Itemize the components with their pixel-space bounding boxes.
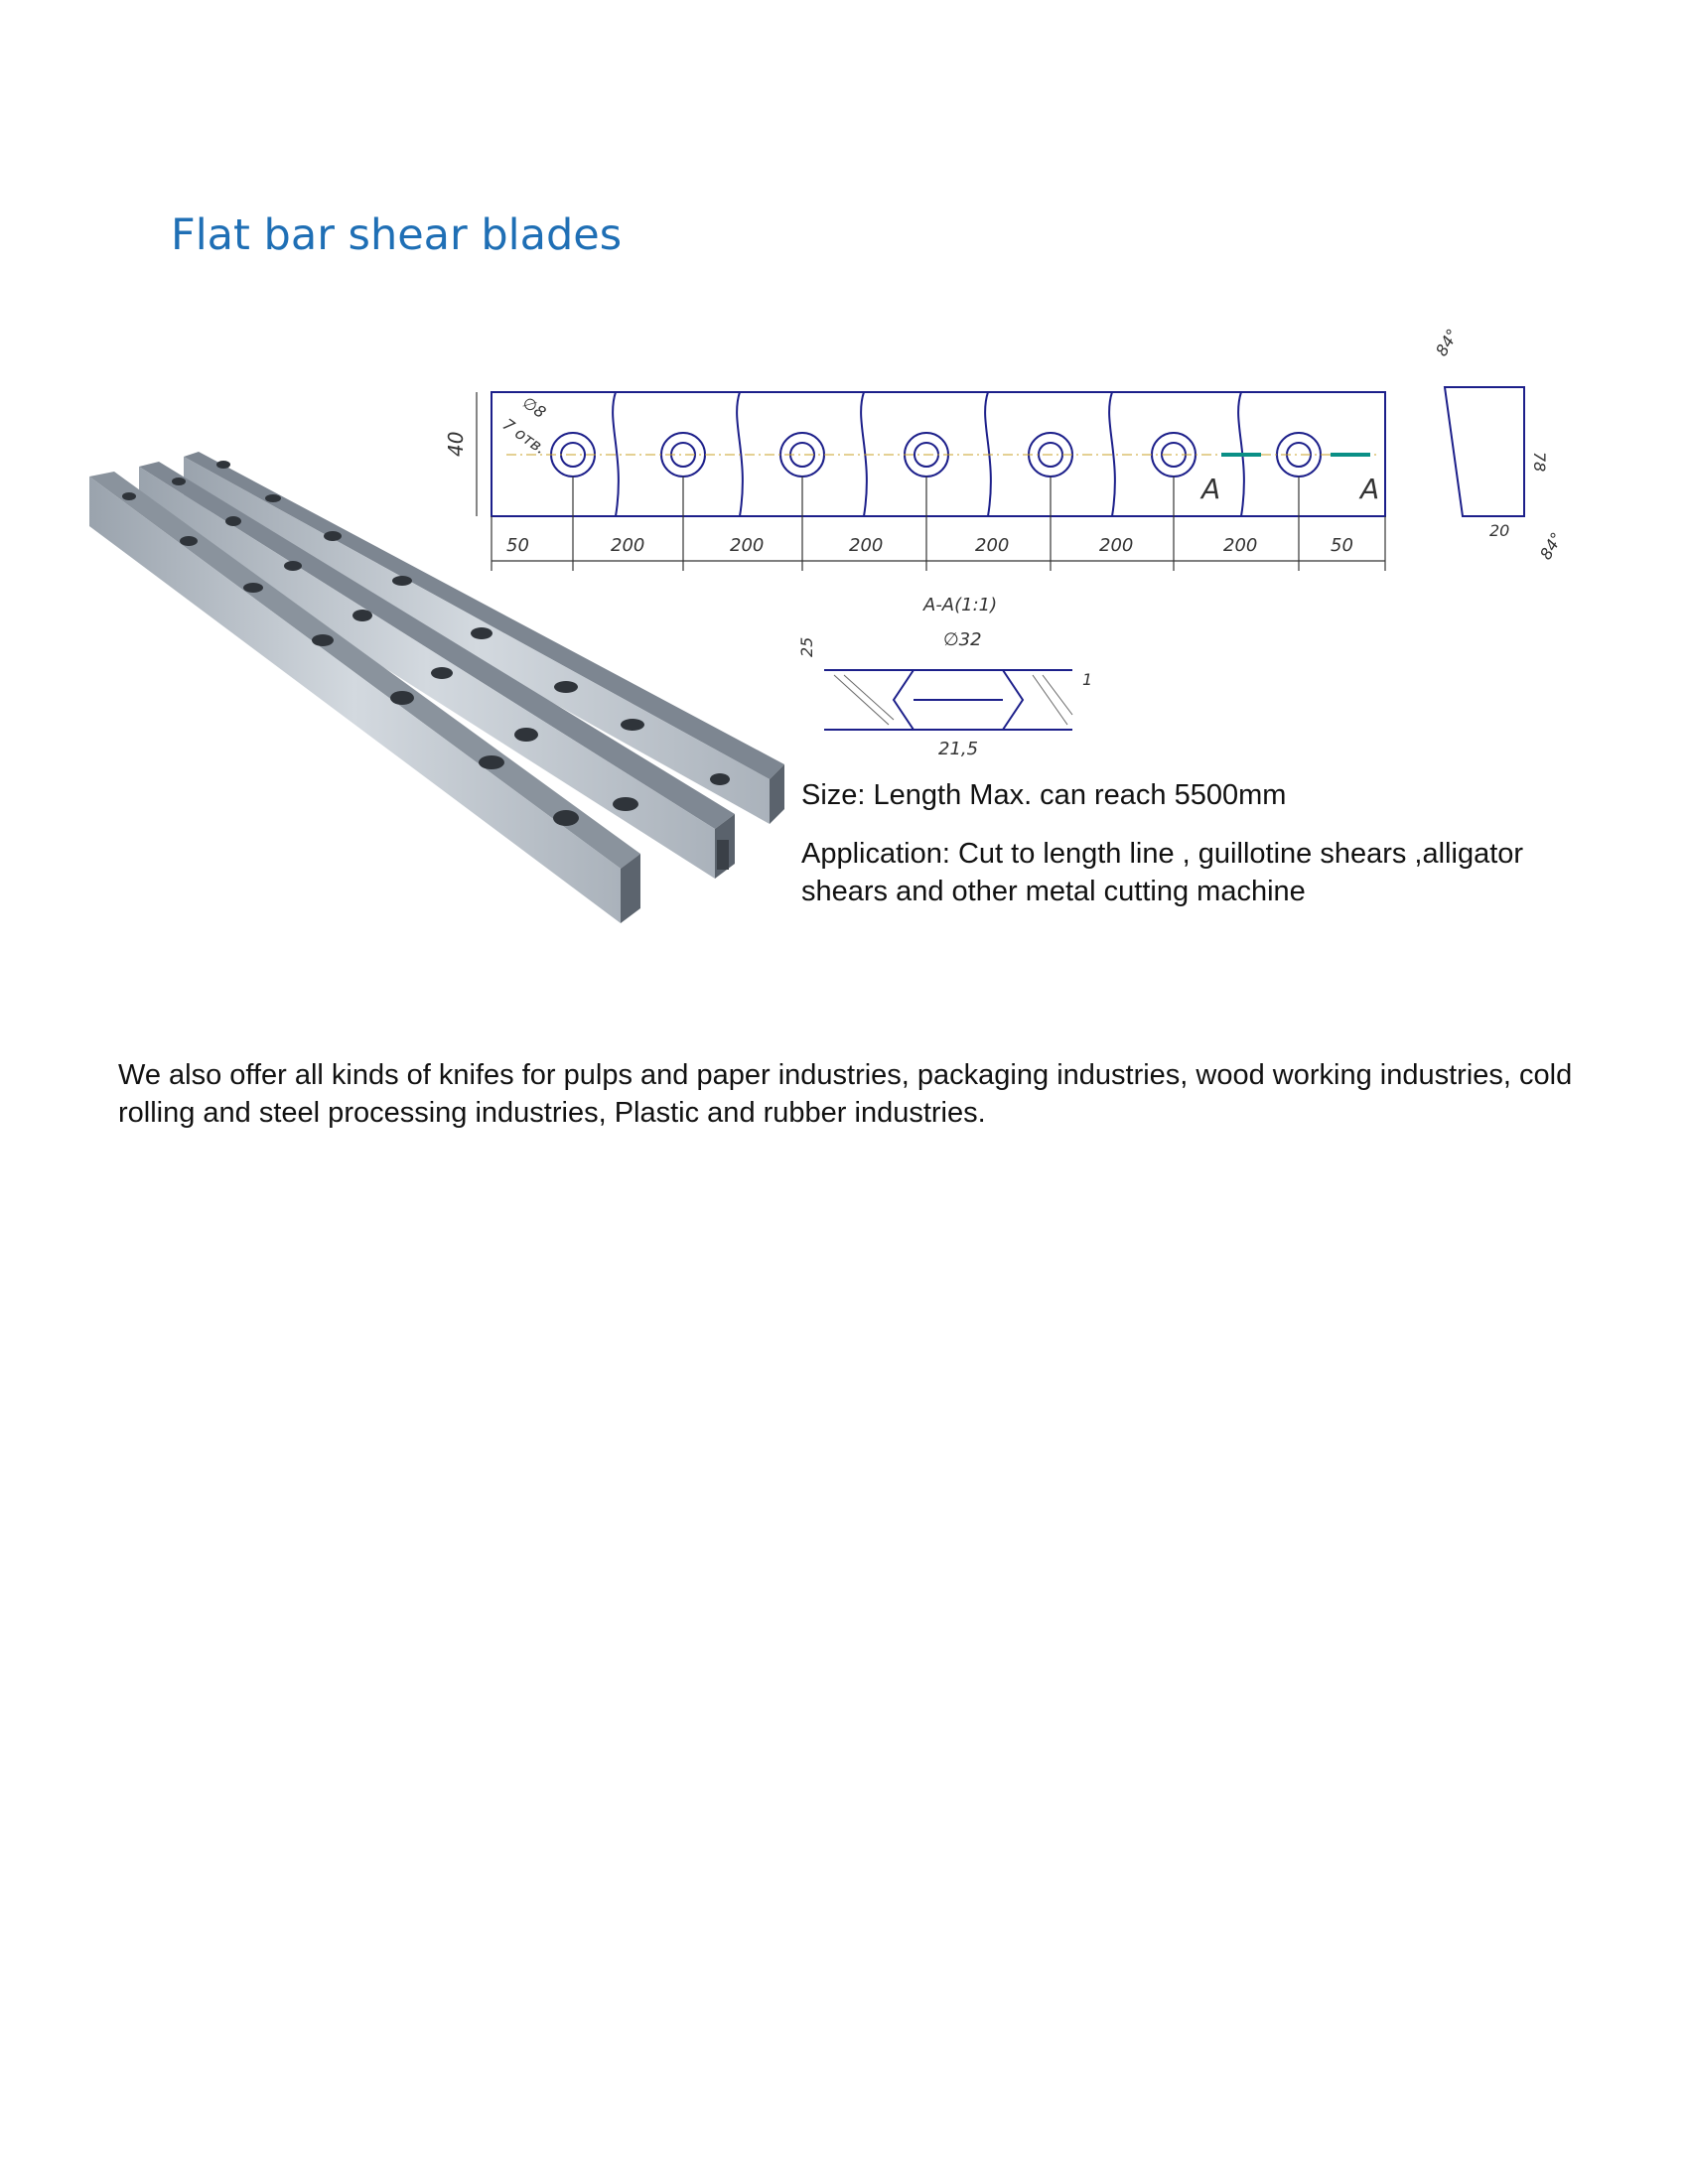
- section-dia-label: ∅32: [943, 629, 982, 650]
- application-text: Application: Cut to length line , guillotine shears ,alligator shears and other metal cutting machine: [801, 838, 1524, 907]
- section-mark-left: A: [1201, 473, 1221, 505]
- segment-label-2: 200: [611, 535, 645, 556]
- technical-drawing: [444, 325, 1609, 615]
- hole-dia-label: ∅8: [518, 392, 550, 423]
- segment-label-4: 200: [849, 535, 884, 556]
- size-text: Size: Length Max. can reach 5500mm: [801, 779, 1287, 811]
- section-drawing: [797, 586, 1102, 774]
- angle-top-label: 84°: [1432, 325, 1463, 359]
- section-base-label: 21,5: [938, 739, 979, 759]
- section-title: A-A(1:1): [923, 595, 998, 615]
- side-height-label: 78: [1530, 452, 1549, 473]
- section-depth-label: 25: [797, 636, 816, 657]
- page-title: Flat bar shear blades: [171, 210, 623, 260]
- segment-label-5: 200: [975, 535, 1010, 556]
- height-label: 40: [444, 431, 468, 457]
- side-view: [1445, 387, 1524, 516]
- angle-bottom-label: 84°: [1536, 528, 1567, 563]
- segment-label-6: 200: [1099, 535, 1134, 556]
- slot-label: 7 отв.: [498, 414, 550, 459]
- side-width-label: 20: [1489, 521, 1510, 540]
- section-mark-right: A: [1360, 473, 1380, 505]
- segment-label-8: 50: [1331, 535, 1353, 556]
- also-offer-text: We also offer all kinds of knifes for pulps and paper industries, packaging industries, wood working industries, cold rolling and steel processing industries, Plastic and rubber industries.: [118, 1059, 1573, 1129]
- segment-label-3: 200: [730, 535, 765, 556]
- section-side-label: 1: [1082, 670, 1093, 689]
- segment-label-7: 200: [1223, 535, 1258, 556]
- segment-label-1: 50: [506, 535, 529, 556]
